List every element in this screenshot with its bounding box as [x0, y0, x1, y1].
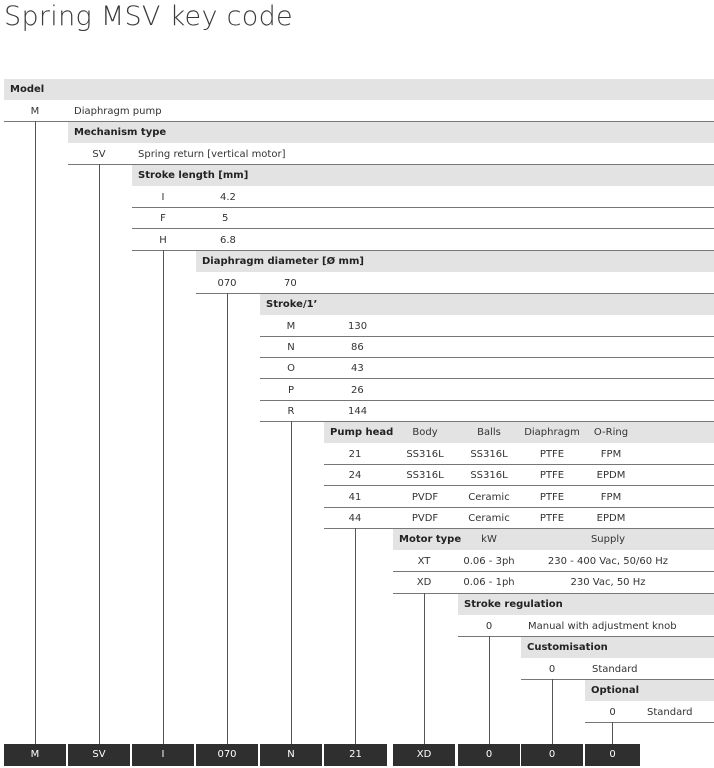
stroke-length-header — [132, 165, 714, 186]
motor-type-kw: 0.06 - 3ph — [463, 556, 515, 567]
model-desc: Diaphragm pump — [74, 106, 162, 117]
connector-line — [612, 722, 613, 744]
pump-head-header — [324, 422, 714, 443]
pump-head-oring: EPDM — [596, 470, 626, 481]
connector-line — [99, 164, 100, 744]
separator — [260, 336, 714, 337]
column-header: Body — [412, 427, 438, 438]
diaphragm-diameter-header-label: Diaphragm diameter [Ø mm] — [202, 256, 364, 267]
motor-type-supply: 230 - 400 Vac, 50/60 Hz — [547, 556, 669, 567]
separator — [260, 357, 714, 358]
code-box-model: M — [4, 744, 66, 766]
customisation-header-label: Customisation — [527, 642, 608, 653]
mechanism-code: SV — [92, 149, 106, 160]
connector-line — [227, 293, 228, 744]
stroke-regulation-desc: Manual with adjustment knob — [528, 621, 677, 632]
optional-header-label: Optional — [591, 685, 640, 696]
stroke-length-code: I — [161, 192, 165, 203]
customisation-desc: Standard — [592, 664, 638, 675]
stroke-per-min-code: O — [287, 363, 295, 374]
code-box-mechanism: SV — [68, 744, 130, 766]
code-box-customisation: 0 — [521, 744, 583, 766]
pump-head-code: 44 — [348, 513, 362, 524]
stroke-per-min-value: 43 — [351, 363, 364, 374]
customisation-header — [521, 637, 714, 658]
pump-head-diaphragm: PTFE — [539, 449, 565, 460]
pump-head-diaphragm: PTFE — [539, 513, 565, 524]
stroke-per-min-header-label: Stroke/1’ — [266, 299, 318, 310]
diaphragm-diameter-header — [196, 251, 714, 272]
column-header: Balls — [477, 427, 501, 438]
diaphragm-diameter-code: 070 — [217, 278, 237, 289]
code-box-diaphragm-diameter: 070 — [196, 744, 258, 766]
stroke-length-code: F — [160, 213, 166, 224]
pump-head-code: 41 — [348, 492, 362, 503]
motor-type-supply: 230 Vac, 50 Hz — [570, 577, 646, 588]
stroke-per-min-value: 86 — [351, 342, 364, 353]
pump-head-diaphragm: PTFE — [539, 470, 565, 481]
connector-line — [291, 421, 292, 744]
mechanism-header-label: Mechanism type — [74, 127, 167, 138]
model-code: M — [30, 106, 40, 117]
stroke-length-header-label: Stroke length [mm] — [138, 170, 249, 181]
pump-head-body: PVDF — [411, 492, 439, 503]
optional-desc: Standard — [647, 707, 693, 718]
column-header: O-Ring — [593, 427, 629, 438]
optional-code: 0 — [609, 707, 616, 718]
separator — [132, 207, 714, 208]
motor-type-code: XT — [417, 556, 431, 567]
page-title: Spring MSV key code — [4, 1, 293, 32]
model-header — [4, 79, 714, 100]
code-box-stroke-regulation: 0 — [458, 744, 520, 766]
separator — [324, 485, 714, 486]
pump-head-oring: FPM — [600, 449, 622, 460]
pump-head-body: PVDF — [411, 513, 439, 524]
connector-line — [489, 636, 490, 744]
separator — [260, 400, 714, 401]
connector-line — [355, 528, 356, 744]
pump-head-balls: SS316L — [470, 449, 508, 460]
diaphragm-diameter-value: 70 — [284, 278, 297, 289]
pump-head-balls: Ceramic — [468, 492, 510, 503]
column-header: Supply — [590, 534, 626, 545]
separator — [260, 378, 714, 379]
stroke-length-value: 5 — [222, 213, 229, 224]
code-box-pump-head: 21 — [324, 744, 387, 766]
code-box-stroke-per-min: N — [260, 744, 322, 766]
column-header: kW — [481, 534, 497, 545]
connector-line — [424, 593, 425, 744]
pump-head-body: SS316L — [406, 449, 444, 460]
stroke-length-value: 4.2 — [220, 192, 236, 203]
stroke-per-min-value: 144 — [348, 406, 368, 417]
motor-type-header-label: Motor type — [399, 534, 462, 545]
stroke-length-value: 6.8 — [220, 235, 236, 246]
pump-head-oring: FPM — [600, 492, 622, 503]
pump-head-diaphragm: PTFE — [539, 492, 565, 503]
stroke-per-min-code: N — [287, 342, 295, 353]
stroke-per-min-header — [260, 294, 714, 315]
motor-type-kw: 0.06 - 1ph — [463, 577, 515, 588]
pump-head-balls: SS316L — [470, 470, 508, 481]
model-header-label: Model — [10, 84, 45, 95]
customisation-code: 0 — [548, 664, 556, 675]
stroke-per-min-value: 130 — [348, 321, 368, 332]
code-box-motor-type: XD — [393, 744, 455, 766]
separator — [585, 722, 714, 723]
pump-head-oring: EPDM — [596, 513, 626, 524]
stroke-regulation-header — [458, 594, 714, 615]
stroke-length-code: H — [159, 235, 167, 246]
motor-type-header — [393, 529, 714, 550]
code-box-optional: 0 — [585, 744, 640, 766]
code-box-stroke-length: I — [132, 744, 194, 766]
connector-line — [35, 121, 36, 744]
stroke-per-min-code: M — [286, 321, 296, 332]
optional-header — [585, 680, 714, 701]
pump-head-balls: Ceramic — [468, 513, 510, 524]
pump-head-body: SS316L — [406, 470, 444, 481]
column-header: Diaphragm — [524, 427, 580, 438]
stroke-per-min-value: 26 — [351, 385, 364, 396]
connector-line — [163, 250, 164, 744]
pump-head-header-label: Pump head — [330, 427, 394, 438]
stroke-regulation-header-label: Stroke regulation — [464, 599, 563, 610]
stroke-per-min-code: P — [287, 385, 295, 396]
pump-head-code: 24 — [348, 470, 362, 481]
stroke-regulation-code: 0 — [485, 621, 493, 632]
connector-line — [552, 679, 553, 744]
motor-type-code: XD — [416, 577, 432, 588]
separator — [132, 228, 714, 229]
mechanism-desc: Spring return [vertical motor] — [138, 149, 286, 160]
mechanism-header — [68, 122, 714, 143]
stroke-per-min-code: R — [287, 406, 295, 417]
pump-head-code: 21 — [348, 449, 362, 460]
